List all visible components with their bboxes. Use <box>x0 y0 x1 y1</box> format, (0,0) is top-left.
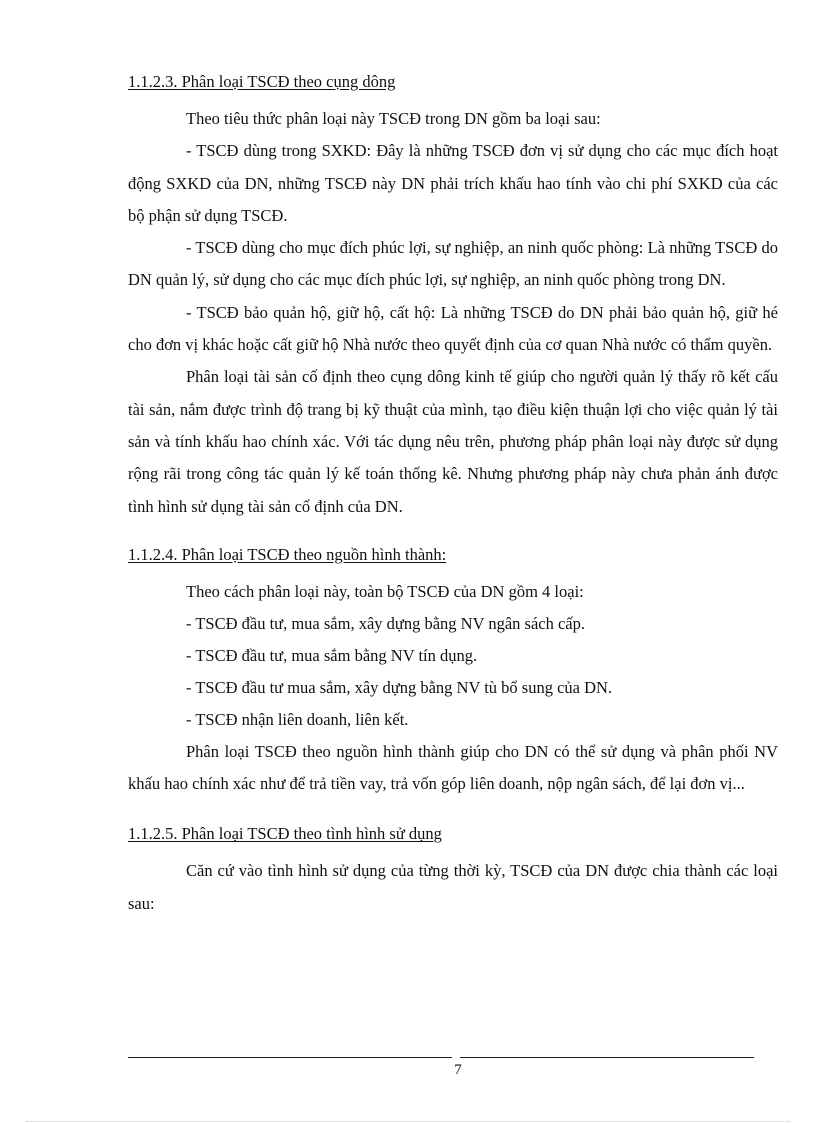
paragraph: - TSCĐ bảo quản hộ, giữ hộ, cất hộ: Là những TSCĐ do DN phải bảo quản hộ, giữ hé cho đơn vị khác hoặc cất giữ hộ Nhà nước theo quyết định của cơ quan Nhà nước có thẩm quyền. <box>128 302 778 355</box>
paragraph: - TSCĐ dùng cho mục đích phúc lợi, sự nghiệp, an ninh quốc phòng: Là những TSCĐ do DN quản lý, sử dụng cho các mục đích phúc lợi, sự nghiệp, an ninh quốc phòng trong DN. <box>128 238 778 290</box>
section-heading-1-1-2-4: 1.1.2.4. Phân loại TSCĐ theo nguồn hình thành: <box>128 544 447 564</box>
paragraph: Phân loại TSCĐ theo nguồn hình thành giúp cho DN có thể sử dụng và phân phối NV khấu hao chính xác như để trả tiền vay, trả vốn góp liên doanh, nộp ngân sách, để lại đơn vị... <box>128 741 778 794</box>
document-body <box>128 70 778 920</box>
paragraph: - TSCĐ dùng trong SXKD: Đây là những TSCĐ đơn vị sử dụng cho các mục đích hoạt động SXKD của DN, những TSCĐ này DN phải trích khấu hao tính vào chi phí SXKD của các bộ phận sử dụng TSCĐ. <box>128 141 778 225</box>
section-spacer <box>128 523 778 543</box>
list-item: - TSCĐ đầu tư, mua sắm, xây dựng bằng NV ngân sách cấp. <box>186 613 585 633</box>
paragraph: Theo cách phân loại này, toàn bộ TSCĐ của DN gồm 4 loại: <box>186 581 584 601</box>
page-number: 7 <box>454 1062 462 1078</box>
list-item: - TSCĐ đầu tư, mua sắm bằng NV tín dụng. <box>186 645 478 665</box>
section-spacer <box>128 800 778 822</box>
section-heading-1-1-2-3: 1.1.2.3. Phân loại TSCĐ theo cụng dông <box>128 72 396 91</box>
paragraph: Phân loại tài sản cố định theo cụng dông kinh tế giúp cho người quản lý thấy rõ kết cấu tài sản, nắm được trình độ trang bị kỹ thuật của mình, tạo điều kiện thuận lợi cho việc quản lý tài sản và tính khấu hao chính xác. Với tác dụng nêu trên, phương pháp phân loại này được sử dụng rộng rãi trong công tác quản lý kế toán thống kê. Nhưng phương pháp này chưa phản ánh được tình hình sử dụng tài sản cố định của DN. <box>128 367 778 516</box>
list-item: - TSCĐ nhận liên doanh, liên kết. <box>186 709 409 729</box>
section-heading-1-1-2-5: 1.1.2.5. Phân loại TSCĐ theo tình hình sử dụng <box>128 824 442 844</box>
paragraph: Căn cứ vào tình hình sử dụng của từng thời kỳ, TSCĐ của DN được chia thành các loại sau: <box>128 861 778 913</box>
paragraph: Theo tiêu thức phân loại này TSCĐ trong DN gồm ba loại sau: <box>186 109 601 128</box>
list-item: - TSCĐ đầu tư mua sắm, xây dựng bằng NV tù bổ sung của DN. <box>186 677 613 697</box>
footer-rule <box>128 1057 754 1058</box>
page-bottom-border <box>26 1121 790 1122</box>
